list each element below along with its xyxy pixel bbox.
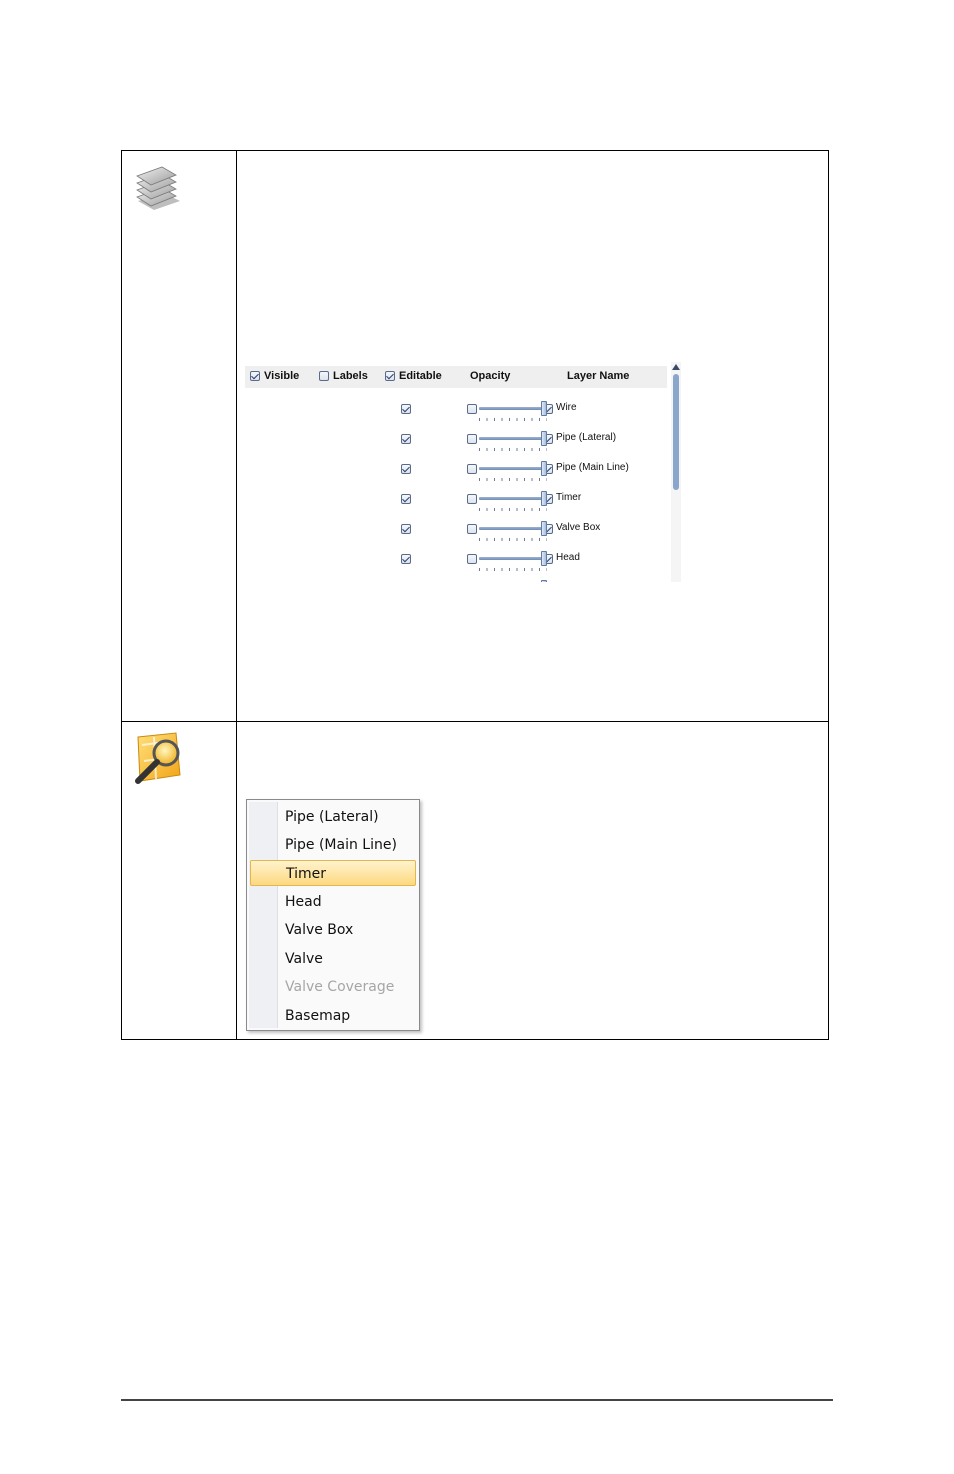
menu-item[interactable]: Head — [285, 894, 322, 910]
layer-panel-header — [245, 366, 667, 388]
menu-item[interactable]: Pipe (Main Line) — [285, 837, 397, 853]
opacity-slider[interactable] — [477, 460, 551, 482]
zoom-to-layer-icon — [132, 731, 188, 787]
opacity-slider[interactable] — [477, 400, 551, 422]
layer-row — [245, 430, 667, 460]
labels-checkbox[interactable] — [467, 554, 477, 564]
menu-item[interactable]: Basemap — [285, 1008, 351, 1024]
opacity-slider-thumb[interactable] — [541, 401, 547, 416]
visible-checkbox[interactable] — [401, 524, 411, 534]
table-row-divider — [122, 721, 828, 722]
layer-name: Valve Box — [556, 522, 601, 533]
menu-item[interactable]: Pipe (Lateral) — [285, 809, 379, 825]
opacity-slider-thumb[interactable] — [541, 461, 547, 476]
layer-row — [245, 520, 667, 550]
editable-all-checkbox[interactable] — [385, 371, 395, 381]
labels-checkbox[interactable] — [467, 464, 477, 474]
footer-rule — [121, 1399, 833, 1401]
layer-name: Timer — [556, 492, 582, 503]
document-table — [121, 150, 829, 1040]
layer-row — [245, 460, 667, 490]
opacity-slider[interactable] — [477, 550, 551, 572]
opacity-slider[interactable] — [477, 490, 551, 512]
labels-checkbox[interactable] — [467, 404, 477, 414]
labels-checkbox[interactable] — [467, 434, 477, 444]
opacity-slider-thumb[interactable] — [541, 551, 547, 566]
visible-checkbox[interactable] — [401, 464, 411, 474]
scrollbar-thumb[interactable] — [673, 374, 679, 490]
labels-checkbox[interactable] — [467, 494, 477, 504]
visible-all-checkbox[interactable] — [250, 371, 260, 381]
layer-name: Pipe (Main Line) — [556, 462, 629, 473]
visible-checkbox[interactable] — [401, 404, 411, 414]
menu-item[interactable]: Valve Box — [285, 922, 354, 938]
menu-item-selected[interactable]: Timer — [250, 860, 416, 886]
opacity-slider[interactable] — [477, 520, 551, 542]
layer-name: Head — [556, 552, 580, 563]
layer-control-panel — [245, 362, 681, 582]
editable-header[interactable]: Editable — [385, 370, 442, 382]
table-column-divider — [236, 151, 237, 1039]
labels-header[interactable]: Labels — [319, 370, 368, 382]
visible-checkbox[interactable] — [401, 494, 411, 504]
layer-row-partial — [245, 579, 667, 582]
visible-checkbox[interactable] — [401, 434, 411, 444]
layer-context-menu — [246, 799, 420, 1031]
opacity-slider-thumb[interactable] — [541, 491, 547, 506]
layer-panel-scrollbar[interactable] — [671, 362, 681, 582]
opacity-slider-thumb[interactable] — [541, 580, 547, 582]
opacity-slider-thumb[interactable] — [541, 431, 547, 446]
layer-name: Wire — [556, 402, 577, 413]
visible-header[interactable]: Visible — [250, 370, 299, 382]
menu-item-disabled: Valve Coverage — [285, 979, 395, 995]
labels-checkbox[interactable] — [467, 524, 477, 534]
labels-all-checkbox[interactable] — [319, 371, 329, 381]
layer-row — [245, 400, 667, 430]
layer-row — [245, 490, 667, 520]
menu-item[interactable]: Valve — [285, 951, 323, 967]
opacity-slider[interactable] — [477, 430, 551, 452]
visible-checkbox[interactable] — [401, 554, 411, 564]
opacity-slider-thumb[interactable] — [541, 521, 547, 536]
opacity-slider[interactable] — [477, 579, 551, 582]
layer-name: Pipe (Lateral) — [556, 432, 617, 443]
layers-icon — [134, 163, 184, 213]
layer-row — [245, 550, 667, 580]
layer-name-header: Layer Name — [567, 370, 630, 382]
opacity-header: Opacity — [470, 370, 511, 382]
scroll-up-arrow-icon[interactable] — [672, 364, 680, 370]
